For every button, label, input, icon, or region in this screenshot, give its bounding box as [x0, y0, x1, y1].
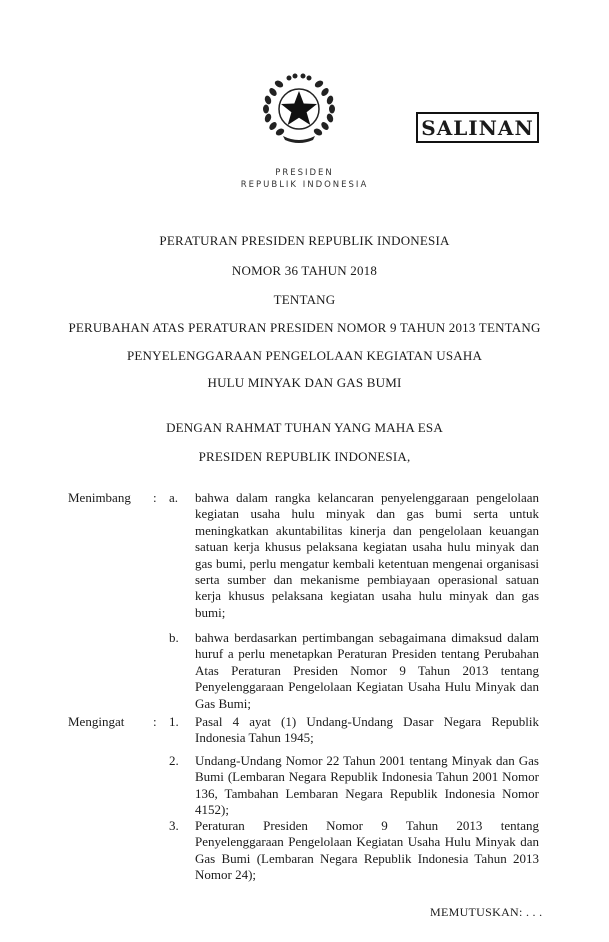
office-line-republic: REPUBLIK INDONESIA: [240, 180, 369, 190]
office-line-president: PRESIDEN: [275, 168, 334, 178]
item-marker: 2.: [169, 753, 179, 768]
item-marker: a.: [169, 490, 179, 505]
item-marker: b.: [169, 630, 179, 645]
menimbang-colon: :: [153, 490, 157, 505]
regulation-subject-line1: PERUBAHAN ATAS PERATURAN PRESIDEN NOMOR 9 TAHUN 2013 TENTANG: [68, 320, 541, 335]
legal-basis-3: Peraturan Presiden Nomor 9 Tahun 2013 tentang Penyelenggaraan Pengelolaan Kegiatan Usaha Hulu Minyak dan Gas Bumi (Lembaran Negara Republik Indonesia Tahun 2013 Nomor 24);: [195, 818, 539, 883]
garuda-star-emblem-icon: [259, 72, 339, 144]
mengingat-colon: :: [153, 714, 157, 729]
mengingat-label: Mengingat: [68, 714, 125, 729]
regulation-subject-line2: PENYELENGGARAAN PENGELOLAAN KEGIATAN USAHA: [126, 348, 483, 363]
legal-basis-1: Pasal 4 ayat (1) Undang-Undang Dasar Negara Republik Indonesia Tahun 1945;: [195, 714, 539, 746]
item-marker: 1.: [169, 714, 179, 729]
consideration-a: bahwa dalam rangka kelancaran penyelenggaraan pengelolaan kegiatan usaha hulu minyak dan gas bumi serta untuk meningkatkan akuntabilitas kinerja dan pengelolaan keuangan satuan kerja khusus pelaksana kegiatan usaha hulu minyak dan gas bumi, perlu mengatur kembali ketentuan mengenai organisasi serta sumber dan mekanisme pembiayaan operasional satuan kerja khusus pelaksana kegiatan usaha hulu minyak dan gas bumi;: [195, 490, 539, 620]
item-marker: 3.: [169, 818, 179, 833]
legal-basis-2: Undang-Undang Nomor 22 Tahun 2001 tentang Minyak dan Gas Bumi (Lembaran Negara Republik Indonesia Tahun 2001 Nomor 136, Tambahan Lembaran Negara Republik Indonesia Nomor 4152);: [195, 753, 539, 818]
regulation-about: TENTANG: [273, 292, 336, 307]
salinan-stamp: SALINAN: [416, 112, 539, 143]
regulation-number: NOMOR 36 TAHUN 2018: [231, 263, 378, 278]
continuation-marker: MEMUTUSKAN: . . .: [430, 905, 543, 919]
invocation: DENGAN RAHMAT TUHAN YANG MAHA ESA: [166, 420, 443, 435]
consideration-b: bahwa berdasarkan pertimbangan sebagaimana dimaksud dalam huruf a perlu menetapkan Peraturan Presiden tentang Perubahan Atas Peraturan Presiden Nomor 9 Tahun 2013 tentang Penyelenggaraan Pengelolaan Kegiatan Usaha Hulu Minyak dan Gas Bumi;: [195, 630, 539, 711]
menimbang-label: Menimbang: [68, 490, 131, 505]
president-heading: PRESIDEN REPUBLIK INDONESIA,: [198, 449, 411, 464]
regulation-subject-line3: HULU MINYAK DAN GAS BUMI: [207, 375, 402, 390]
regulation-title: PERATURAN PRESIDEN REPUBLIK INDONESIA: [159, 233, 450, 248]
